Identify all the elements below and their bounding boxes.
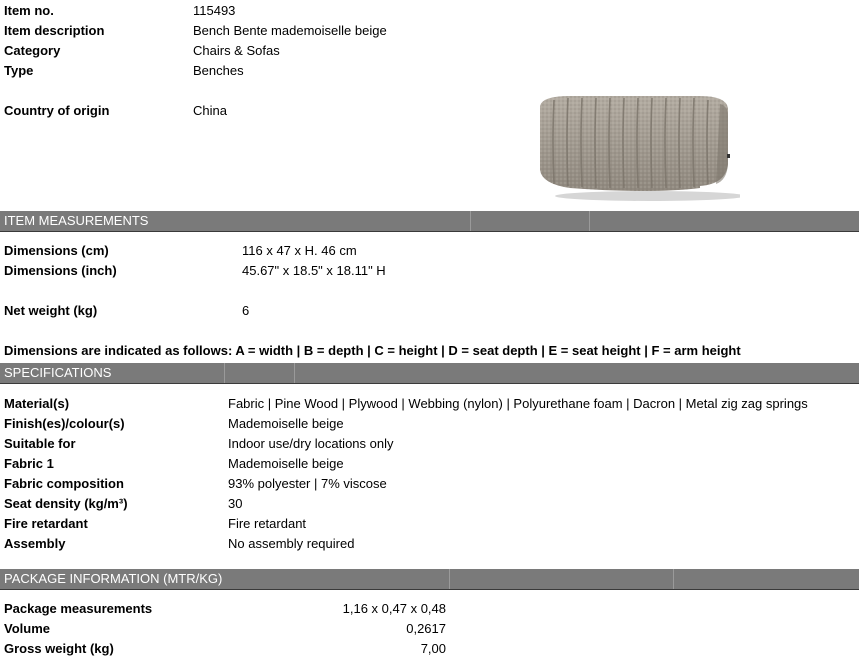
specifications-title: SPECIFICATIONS	[4, 365, 112, 380]
product-image	[530, 92, 740, 202]
header-divider	[449, 569, 450, 589]
header-divider	[673, 569, 674, 589]
dimensions-inch-value: 45.67" x 18.5" x 18.11" H	[242, 263, 386, 278]
spec-row-value: 30	[228, 496, 243, 511]
category-value: Chairs & Sofas	[193, 43, 280, 58]
spec-row-label: Seat density (kg/m³)	[4, 496, 128, 511]
header-divider	[589, 211, 590, 231]
package-row-value: 0,2617	[406, 621, 446, 636]
origin-value: China	[193, 103, 227, 118]
dimensions-cm-value: 116 x 47 x H. 46 cm	[242, 243, 357, 258]
package-information-title: PACKAGE INFORMATION (MTR/KG)	[4, 571, 223, 586]
spec-row-value: Mademoiselle beige	[228, 416, 344, 431]
spec-row-label: Fabric composition	[4, 476, 124, 491]
header-divider	[224, 363, 225, 383]
category-label: Category	[4, 43, 61, 58]
dimensions-cm-label: Dimensions (cm)	[4, 243, 109, 258]
spec-row-label: Fire retardant	[4, 516, 88, 531]
item-description-label: Item description	[4, 23, 105, 38]
header-divider	[470, 211, 471, 231]
spec-row-value: Fabric | Pine Wood | Plywood | Webbing (nylon) | Polyurethane foam | Dacron | Metal zig zag springs	[228, 396, 808, 411]
package-row-label: Gross weight (kg)	[4, 641, 114, 656]
item-no-value: 115493	[193, 3, 236, 18]
spec-row-label: Fabric 1	[4, 456, 54, 471]
net-weight-value: 6	[242, 303, 250, 318]
item-description-value: Bench Bente mademoiselle beige	[193, 23, 387, 38]
spec-row-value: No assembly required	[228, 536, 355, 551]
dimensions-inch-label: Dimensions (inch)	[4, 263, 117, 278]
specifications-header	[0, 363, 859, 384]
spec-row-value: 93% polyester | 7% viscose	[228, 476, 387, 491]
type-value: Benches	[193, 63, 244, 78]
package-information-header	[0, 569, 859, 590]
spec-row-value: Indoor use/dry locations only	[228, 436, 394, 451]
spec-row-value: Mademoiselle beige	[228, 456, 344, 471]
item-measurements-header	[0, 211, 859, 232]
net-weight-label: Net weight (kg)	[4, 303, 98, 318]
spec-row-label: Suitable for	[4, 436, 76, 451]
spec-row-label: Material(s)	[4, 396, 70, 411]
package-row-value: 7,00	[420, 641, 446, 656]
type-label: Type	[4, 63, 34, 78]
package-row-value: 1,16 x 0,47 x 0,48	[342, 601, 446, 616]
spec-row-label: Assembly	[4, 536, 66, 551]
dimensions-legend-note: Dimensions are indicated as follows: A = width | B = depth | C = height | D = seat depth | E = seat height | F = arm height	[4, 343, 741, 358]
package-row-label: Package measurements	[4, 601, 153, 616]
spec-row-value: Fire retardant	[228, 516, 307, 531]
header-divider	[294, 363, 295, 383]
spec-row-label: Finish(es)/colour(s)	[4, 416, 125, 431]
item-no-label: Item no.	[4, 3, 54, 18]
origin-label: Country of origin	[4, 103, 110, 118]
item-measurements-title: ITEM MEASUREMENTS	[4, 213, 149, 228]
package-row-label: Volume	[4, 621, 50, 636]
